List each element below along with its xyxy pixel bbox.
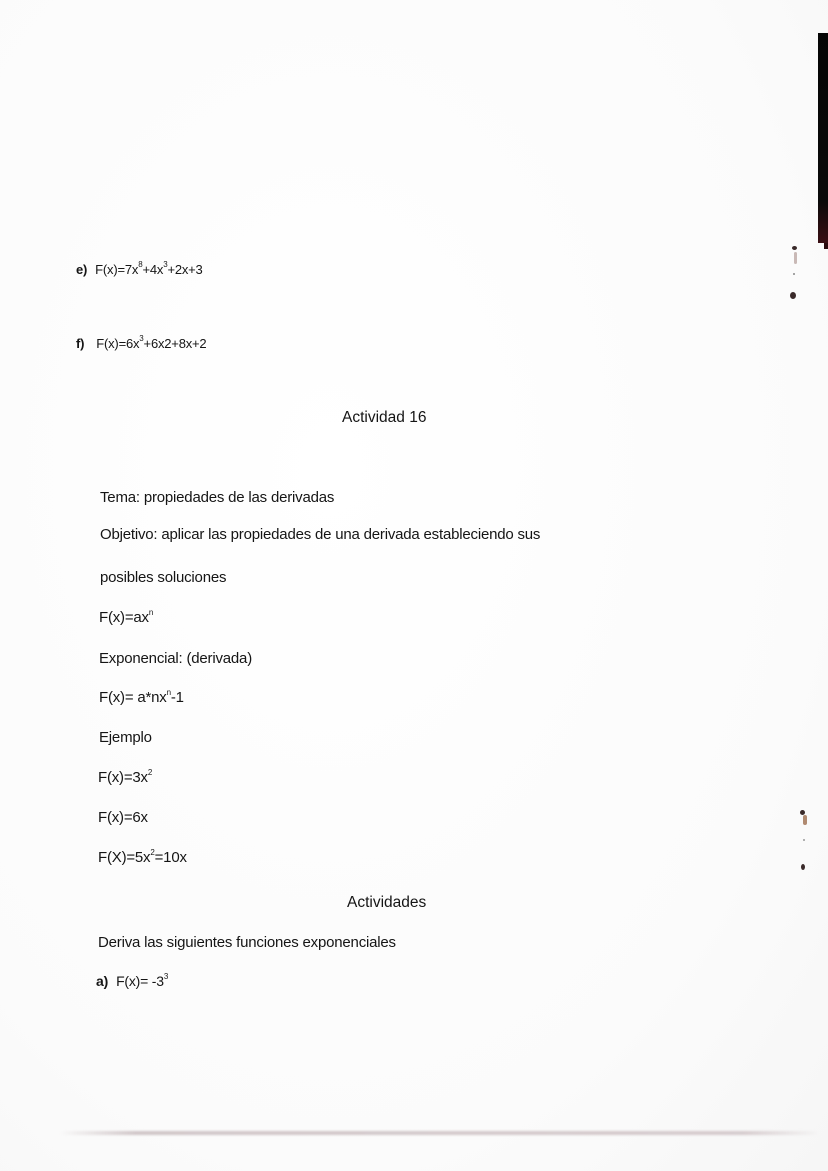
exponent: n [166,688,171,697]
exponent: 3 [139,334,144,343]
exercise-label: f) [76,336,85,351]
punch-mark [803,815,807,825]
formula-part: +4x [142,262,164,277]
activity-item-a [96,973,168,989]
punch-mark [803,839,805,841]
formula-base: F(x)=6x [98,809,148,826]
exponent: 8 [138,260,143,269]
page-bottom-edge [60,1131,820,1135]
formula-base: F(X)=5x [98,849,151,866]
derivative-formula [99,689,184,706]
formula-part: +2x+3 [167,262,203,277]
punch-mark [794,252,797,264]
exercise-label: a) [96,973,109,989]
activities-title: Actividades [347,894,427,911]
exponential-label: Exponencial: (derivada) [99,650,252,667]
formula-suffix: =10x [154,849,187,866]
exponent: n [148,608,154,617]
formula-base: F(x)= a*nx [99,689,167,706]
page-edge-shadow [818,33,828,243]
exercise-f [76,336,206,351]
exponent: 3 [163,260,168,269]
exponent: 3 [163,972,169,981]
formula-part: F(x)=6x [96,336,140,351]
topic-line: Tema: propiedades de las derivadas [100,489,335,506]
example-line-3 [98,849,187,866]
power-formula [99,609,153,626]
punch-mark [790,292,796,299]
punch-mark [801,864,805,870]
exercise-label: e) [76,262,88,277]
example-line-1 [98,769,152,786]
formula-part: F(x)=7x [95,262,139,277]
page-edge-shadow-tail [824,243,828,249]
exercise-e [76,262,203,277]
example-line-2 [98,809,148,826]
objective-line-1: Objetivo: aplicar las propiedades de una derivada estableciendo sus [100,526,541,543]
example-label: Ejemplo [99,729,152,746]
activity-title: Actividad 16 [342,409,427,426]
formula-base: F(x)= -3 [116,973,164,989]
activities-instruction: Deriva las siguientes funciones exponenciales [98,934,396,951]
punch-mark [793,273,795,275]
exponent: 2 [147,768,153,777]
punch-mark [792,246,797,250]
exponent: 2 [150,848,155,857]
formula-base: F(x)=ax [99,609,149,626]
formula-part: +6x2+8x+2 [143,336,207,351]
formula-suffix: -1 [170,689,184,706]
objective-line-2: posibles soluciones [100,569,227,586]
formula-base: F(x)=3x [98,769,148,786]
